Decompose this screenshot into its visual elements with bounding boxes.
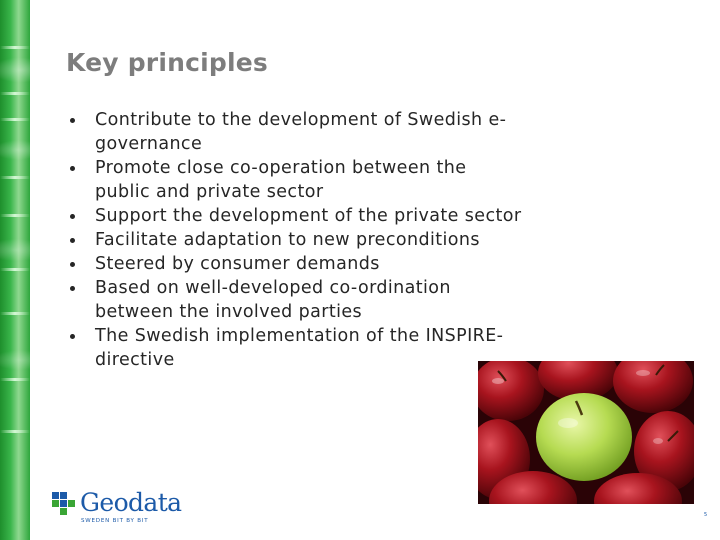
slide-title: Key principles <box>66 48 268 77</box>
bullet-dot <box>70 166 75 171</box>
bullet-dot <box>70 118 75 123</box>
bullet-list <box>66 108 526 372</box>
bullet-item <box>66 228 526 252</box>
page-number: 5 <box>704 512 708 518</box>
bullet-text: Promote close co-operation between the public and private sector <box>95 158 467 202</box>
bullet-item <box>66 324 526 372</box>
bullet-text: Based on well-developed co-ordination between the involved parties <box>95 278 451 322</box>
geodata-logo-icon <box>52 492 76 516</box>
apples-photo <box>478 361 694 504</box>
bullet-text: The Swedish implementation of the INSPIRE-directive <box>95 326 504 370</box>
logo-tagline: SWEDEN BIT BY BIT <box>81 518 149 524</box>
bullet-text: Contribute to the development of Swedish e-governance <box>95 110 507 154</box>
geodata-logo <box>52 488 192 528</box>
bullet-item <box>66 276 526 324</box>
bullet-dot <box>70 262 75 267</box>
decorative-side-band <box>0 0 30 540</box>
bullet-dot <box>70 238 75 243</box>
bullet-item <box>66 156 526 204</box>
bullet-text: Facilitate adaptation to new preconditions <box>95 230 480 250</box>
bullet-text: Steered by consumer demands <box>95 254 380 274</box>
bullet-item <box>66 204 526 228</box>
bullet-item <box>66 108 526 156</box>
bullet-dot <box>70 334 75 339</box>
logo-wordmark: Geodata <box>80 488 182 517</box>
bullet-dot <box>70 214 75 219</box>
bullet-text: Support the development of the private sector <box>95 206 522 226</box>
apples-illustration <box>478 361 694 504</box>
bullet-item <box>66 252 526 276</box>
bullet-dot <box>70 286 75 291</box>
